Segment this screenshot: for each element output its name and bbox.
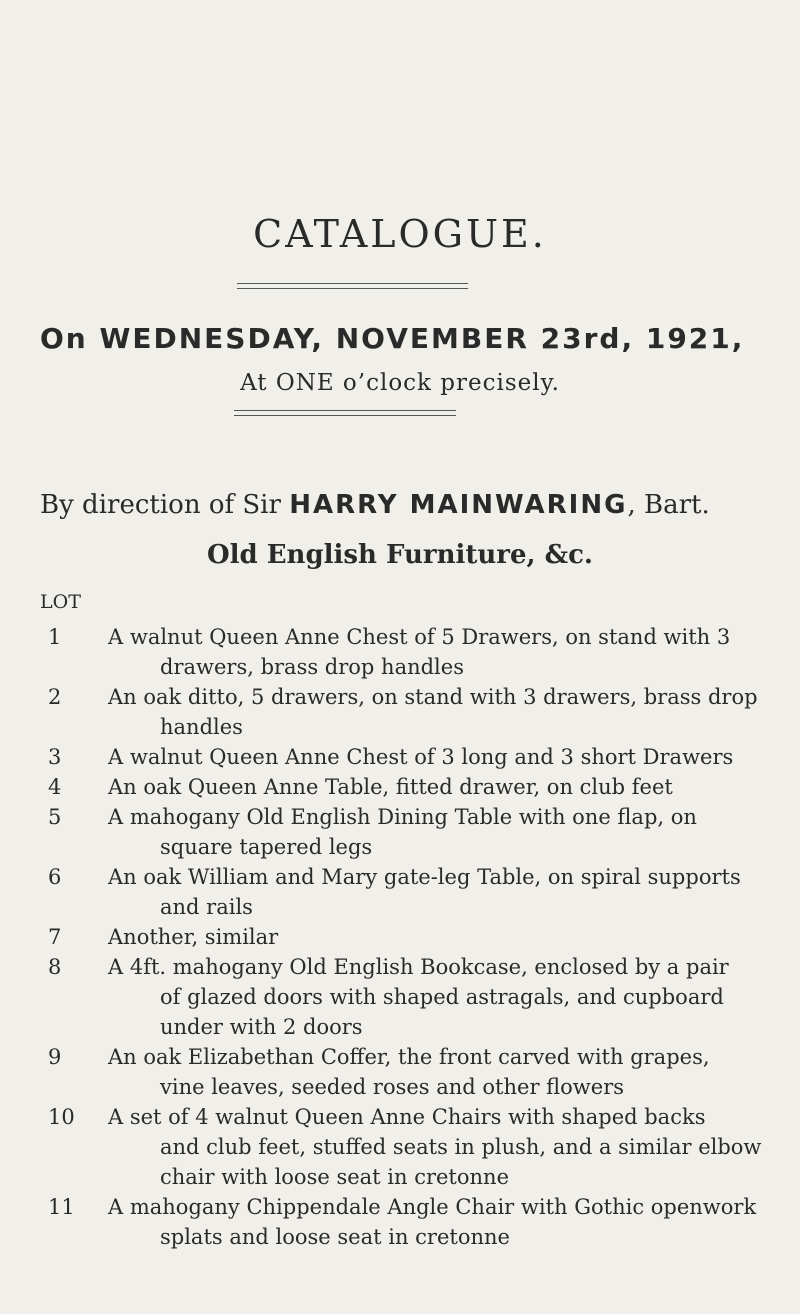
direction-prefix: By direction of Sir [40, 490, 290, 520]
lot-number: 1 [48, 625, 62, 649]
lot-description-line: An oak Elizabethan Coffer, the front carved with grapes, [108, 1045, 710, 1069]
lot-description [108, 772, 790, 802]
lot-number: 4 [48, 775, 62, 799]
lot-description [108, 802, 790, 862]
lot-number: 7 [48, 925, 62, 949]
lot-description [108, 742, 790, 772]
lot-item [40, 742, 800, 772]
lot-number: 2 [48, 685, 62, 709]
lot-item [40, 1042, 800, 1102]
lot-number: 9 [48, 1045, 62, 1069]
lot-item [40, 952, 800, 1042]
lot-number: 10 [48, 1105, 75, 1129]
title-divider [237, 283, 468, 289]
lot-description [108, 622, 790, 682]
lot-description-line: A mahogany Chippendale Angle Chair with Gothic openwork [108, 1195, 757, 1219]
lot-item [40, 802, 800, 862]
lot-description [108, 682, 790, 742]
lot-description [108, 1042, 790, 1102]
lot-description-line: under with 2 doors [160, 1015, 363, 1039]
lot-number: 11 [48, 1195, 75, 1219]
direction-suffix: , Bart. [627, 490, 710, 520]
lot-description-line: A walnut Queen Anne Chest of 3 long and 3 short Drawers [108, 745, 734, 769]
lot-description [108, 922, 790, 952]
catalogue-title: CATALOGUE. [253, 212, 547, 256]
direction-line [40, 490, 800, 520]
lot-column-header: LOT [40, 591, 81, 613]
lot-description-line: splats and loose seat in cretonne [160, 1225, 510, 1249]
lot-description-line: An oak Queen Anne Table, fitted drawer, on club feet [108, 775, 673, 799]
section-title: Old English Furniture, &c. [206, 540, 593, 570]
lot-item [40, 922, 800, 952]
lot-description [108, 1192, 790, 1252]
lot-description [108, 952, 790, 1042]
lot-description-line: and club feet, stuffed seats in plush, and a similar elbow [160, 1135, 762, 1159]
lot-number: 6 [48, 865, 62, 889]
lot-description-line: An oak William and Mary gate-leg Table, on spiral supports [108, 865, 741, 889]
lot-description-line: drawers, brass drop handles [160, 655, 464, 679]
lot-number: 8 [48, 955, 62, 979]
lot-description-line: A 4ft. mahogany Old English Bookcase, enclosed by a pair [108, 955, 729, 979]
lot-item [40, 862, 800, 922]
lot-description-line: of glazed doors with shaped astragals, and cupboard [160, 985, 724, 1009]
time-divider [234, 410, 456, 416]
lot-description-line: handles [160, 715, 243, 739]
lot-description-line: vine leaves, seeded roses and other flowers [160, 1075, 625, 1099]
lot-description-line: A walnut Queen Anne Chest of 5 Drawers, on stand with 3 [108, 625, 731, 649]
direction-name: HARRY MAINWARING [289, 490, 628, 520]
lot-number: 5 [48, 805, 62, 829]
lot-description [108, 1102, 790, 1192]
lot-description [108, 862, 790, 922]
sale-time: At ONE o’clock precisely. [240, 370, 560, 396]
lot-list [40, 622, 800, 1252]
lot-item [40, 682, 800, 742]
lot-item [40, 772, 800, 802]
lot-description-line: and rails [160, 895, 253, 919]
lot-description-line: chair with loose seat in cretonne [160, 1165, 509, 1189]
lot-description-line: An oak ditto, 5 drawers, on stand with 3 drawers, brass drop [108, 685, 758, 709]
lot-item [40, 1102, 800, 1192]
lot-description-line: A mahogany Old English Dining Table with one flap, on [108, 805, 697, 829]
lot-number: 3 [48, 745, 62, 769]
sale-date: On WEDNESDAY, NOVEMBER 23rd, 1921, [40, 322, 745, 355]
lot-description-line: Another, similar [108, 925, 279, 949]
lot-description-line: square tapered legs [160, 835, 373, 859]
lot-description-line: A set of 4 walnut Queen Anne Chairs with shaped backs [108, 1105, 706, 1129]
lot-item [40, 622, 800, 682]
lot-item [40, 1192, 800, 1252]
